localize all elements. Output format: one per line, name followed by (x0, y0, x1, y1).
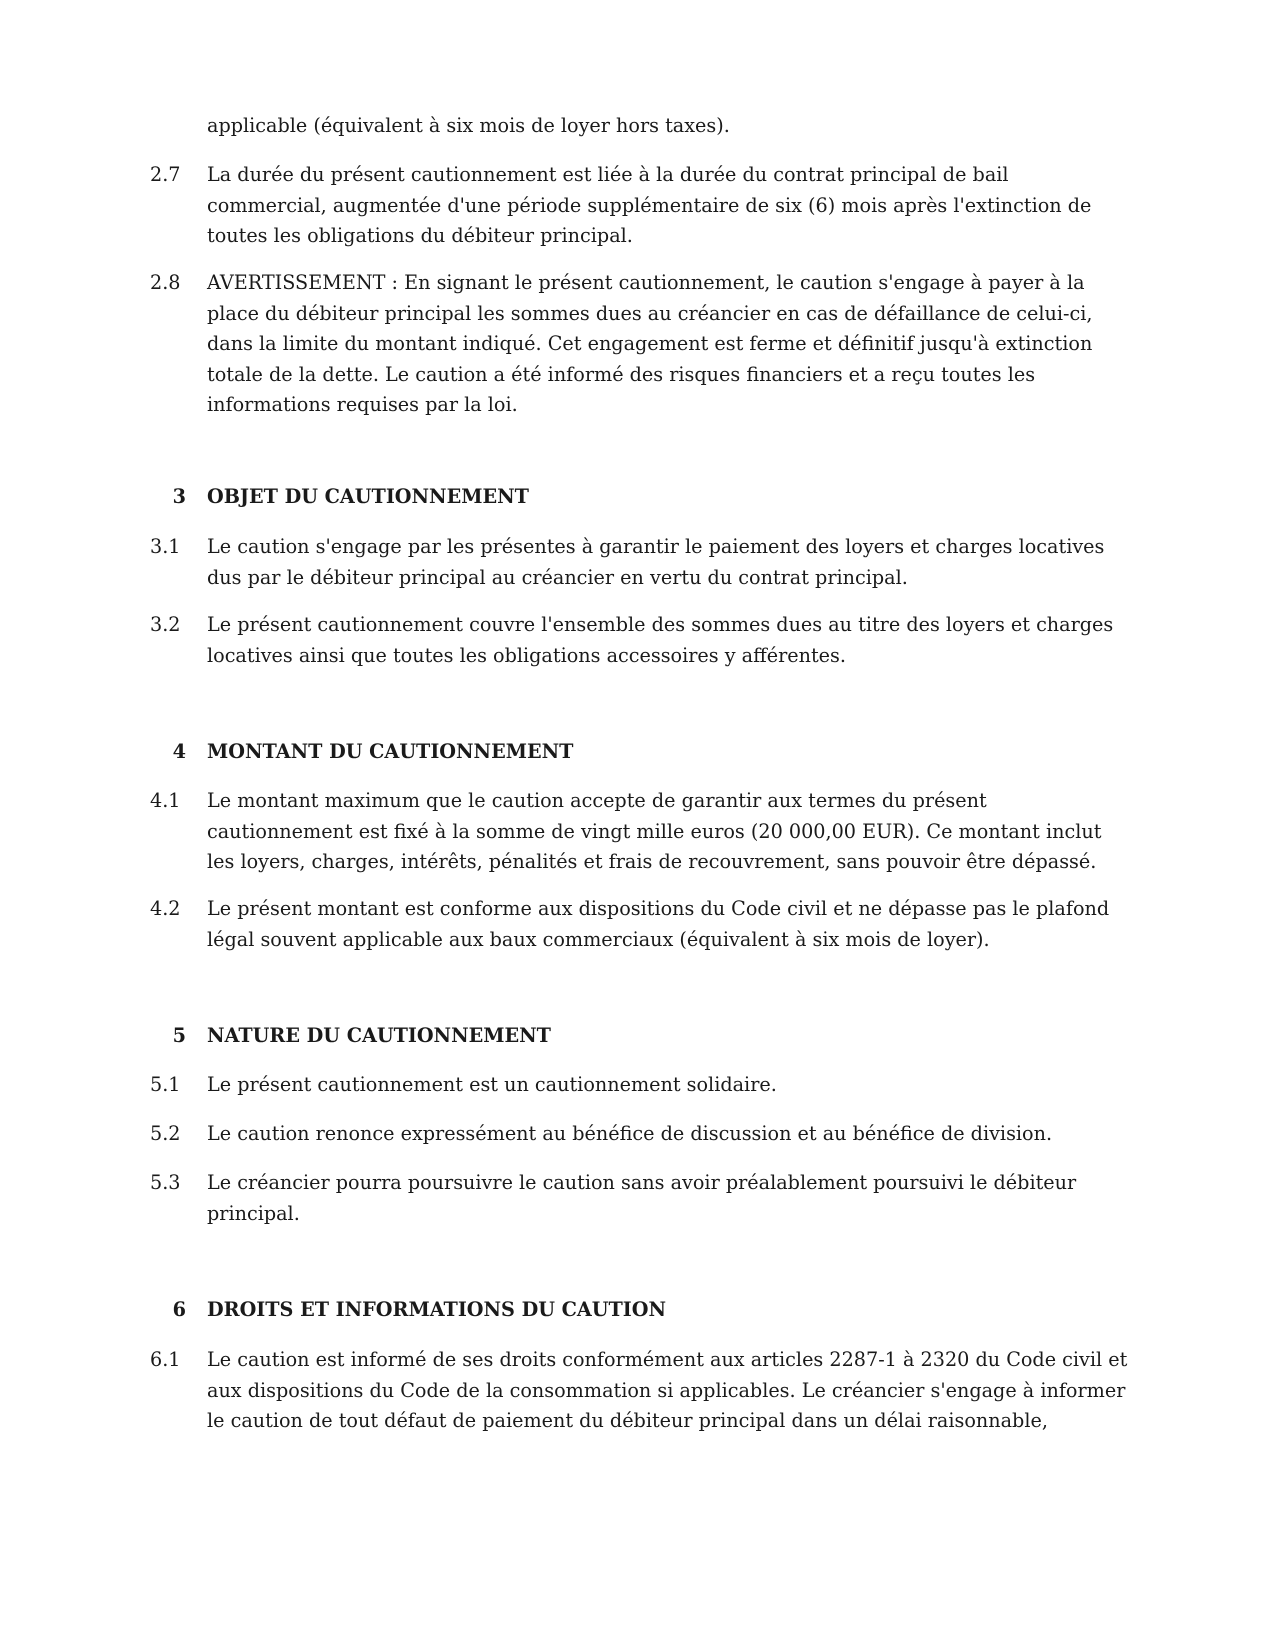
clause-3-2 (150, 610, 1130, 671)
clause-2-7 (150, 160, 1130, 252)
section-heading-3 (150, 482, 1130, 513)
clause-5-3 (150, 1168, 1130, 1229)
section-number: 6 (172, 1298, 186, 1321)
clause-number: 3.2 (150, 613, 181, 636)
clause-number: 3.1 (150, 535, 181, 558)
clause-text: Le présent montant est conforme aux dispositions du Code civil et ne dépasse pas le plafond légal souvent applicable aux baux commerciaux (équivalent à six mois de loyer). (207, 897, 1110, 951)
clause-text: Le présent cautionnement est un cautionnement solidaire. (207, 1073, 777, 1096)
clause-number: 4.2 (150, 897, 181, 920)
section-title: MONTANT DU CAUTIONNEMENT (207, 740, 574, 763)
clause-4-1 (150, 786, 1130, 878)
clause-number: 2.7 (150, 163, 181, 186)
clause-number: 5.3 (150, 1171, 181, 1194)
section-number: 3 (172, 485, 186, 508)
clause-5-2 (150, 1119, 1130, 1150)
clause-text: Le caution est informé de ses droits conformément aux articles 2287-1 à 2320 du Code civil et aux dispositions du Code de la consommation si applicables. Le créancier s'engage à informer le caution de tout défaut de paiement du débiteur principal dans un délai raisonnable, (207, 1348, 1128, 1432)
clause-text: Le caution s'engage par les présentes à garantir le paiement des loyers et charges locatives dus par le débiteur principal au créancier en vertu du contrat principal. (207, 535, 1105, 589)
clause-number: 5.2 (150, 1122, 181, 1145)
paragraph-continuation (150, 111, 1130, 142)
section-title: DROITS ET INFORMATIONS DU CAUTION (207, 1298, 667, 1321)
clause-3-1 (150, 532, 1130, 593)
clause-number: 6.1 (150, 1348, 181, 1371)
section-heading-4 (150, 737, 1130, 768)
clause-text: Le montant maximum que le caution accepte de garantir aux termes du présent cautionnement est fixé à la somme de vingt mille euros (20 000,00 EUR). Ce montant inclut les loyers, charges, intérêts, pénalités et frais de recouvrement, sans pouvoir être dépassé. (207, 789, 1102, 873)
paragraph-text: applicable (équivalent à six mois de loyer hors taxes). (207, 114, 730, 137)
section-number: 4 (172, 740, 186, 763)
clause-text: Le créancier pourra poursuivre le caution sans avoir préalablement poursuivi le débiteur principal. (207, 1171, 1077, 1225)
clause-5-1 (150, 1070, 1130, 1101)
clause-number: 5.1 (150, 1073, 181, 1096)
clause-text: AVERTISSEMENT : En signant le présent cautionnement, le caution s'engage à payer à la place du débiteur principal les sommes dues au créancier en cas de défaillance de celui-ci, dans la limite du montant indiqué. Cet engagement est ferme et définitif jusqu'à extinction totale de la dette. Le caution a été informé des risques financiers et a reçu toutes les informations requises par la loi. (207, 271, 1093, 416)
clause-4-2 (150, 894, 1130, 955)
clause-6-1 (150, 1345, 1130, 1437)
section-title: NATURE DU CAUTIONNEMENT (207, 1024, 551, 1047)
clause-text: Le présent cautionnement couvre l'ensemble des sommes dues au titre des loyers et charges locatives ainsi que toutes les obligations accessoires y afférentes. (207, 613, 1114, 667)
clause-text: Le caution renonce expressément au bénéfice de discussion et au bénéfice de division. (207, 1122, 1053, 1145)
section-title: OBJET DU CAUTIONNEMENT (207, 485, 529, 508)
clause-number: 4.1 (150, 789, 181, 812)
clause-2-8 (150, 268, 1130, 421)
section-heading-5 (150, 1021, 1130, 1052)
section-number: 5 (172, 1024, 186, 1047)
section-heading-6 (150, 1295, 1130, 1326)
clause-number: 2.8 (150, 271, 181, 294)
clause-text: La durée du présent cautionnement est liée à la durée du contrat principal de bail commercial, augmentée d'une période supplémentaire de six (6) mois après l'extinction de toutes les obligations du débiteur principal. (207, 163, 1092, 247)
